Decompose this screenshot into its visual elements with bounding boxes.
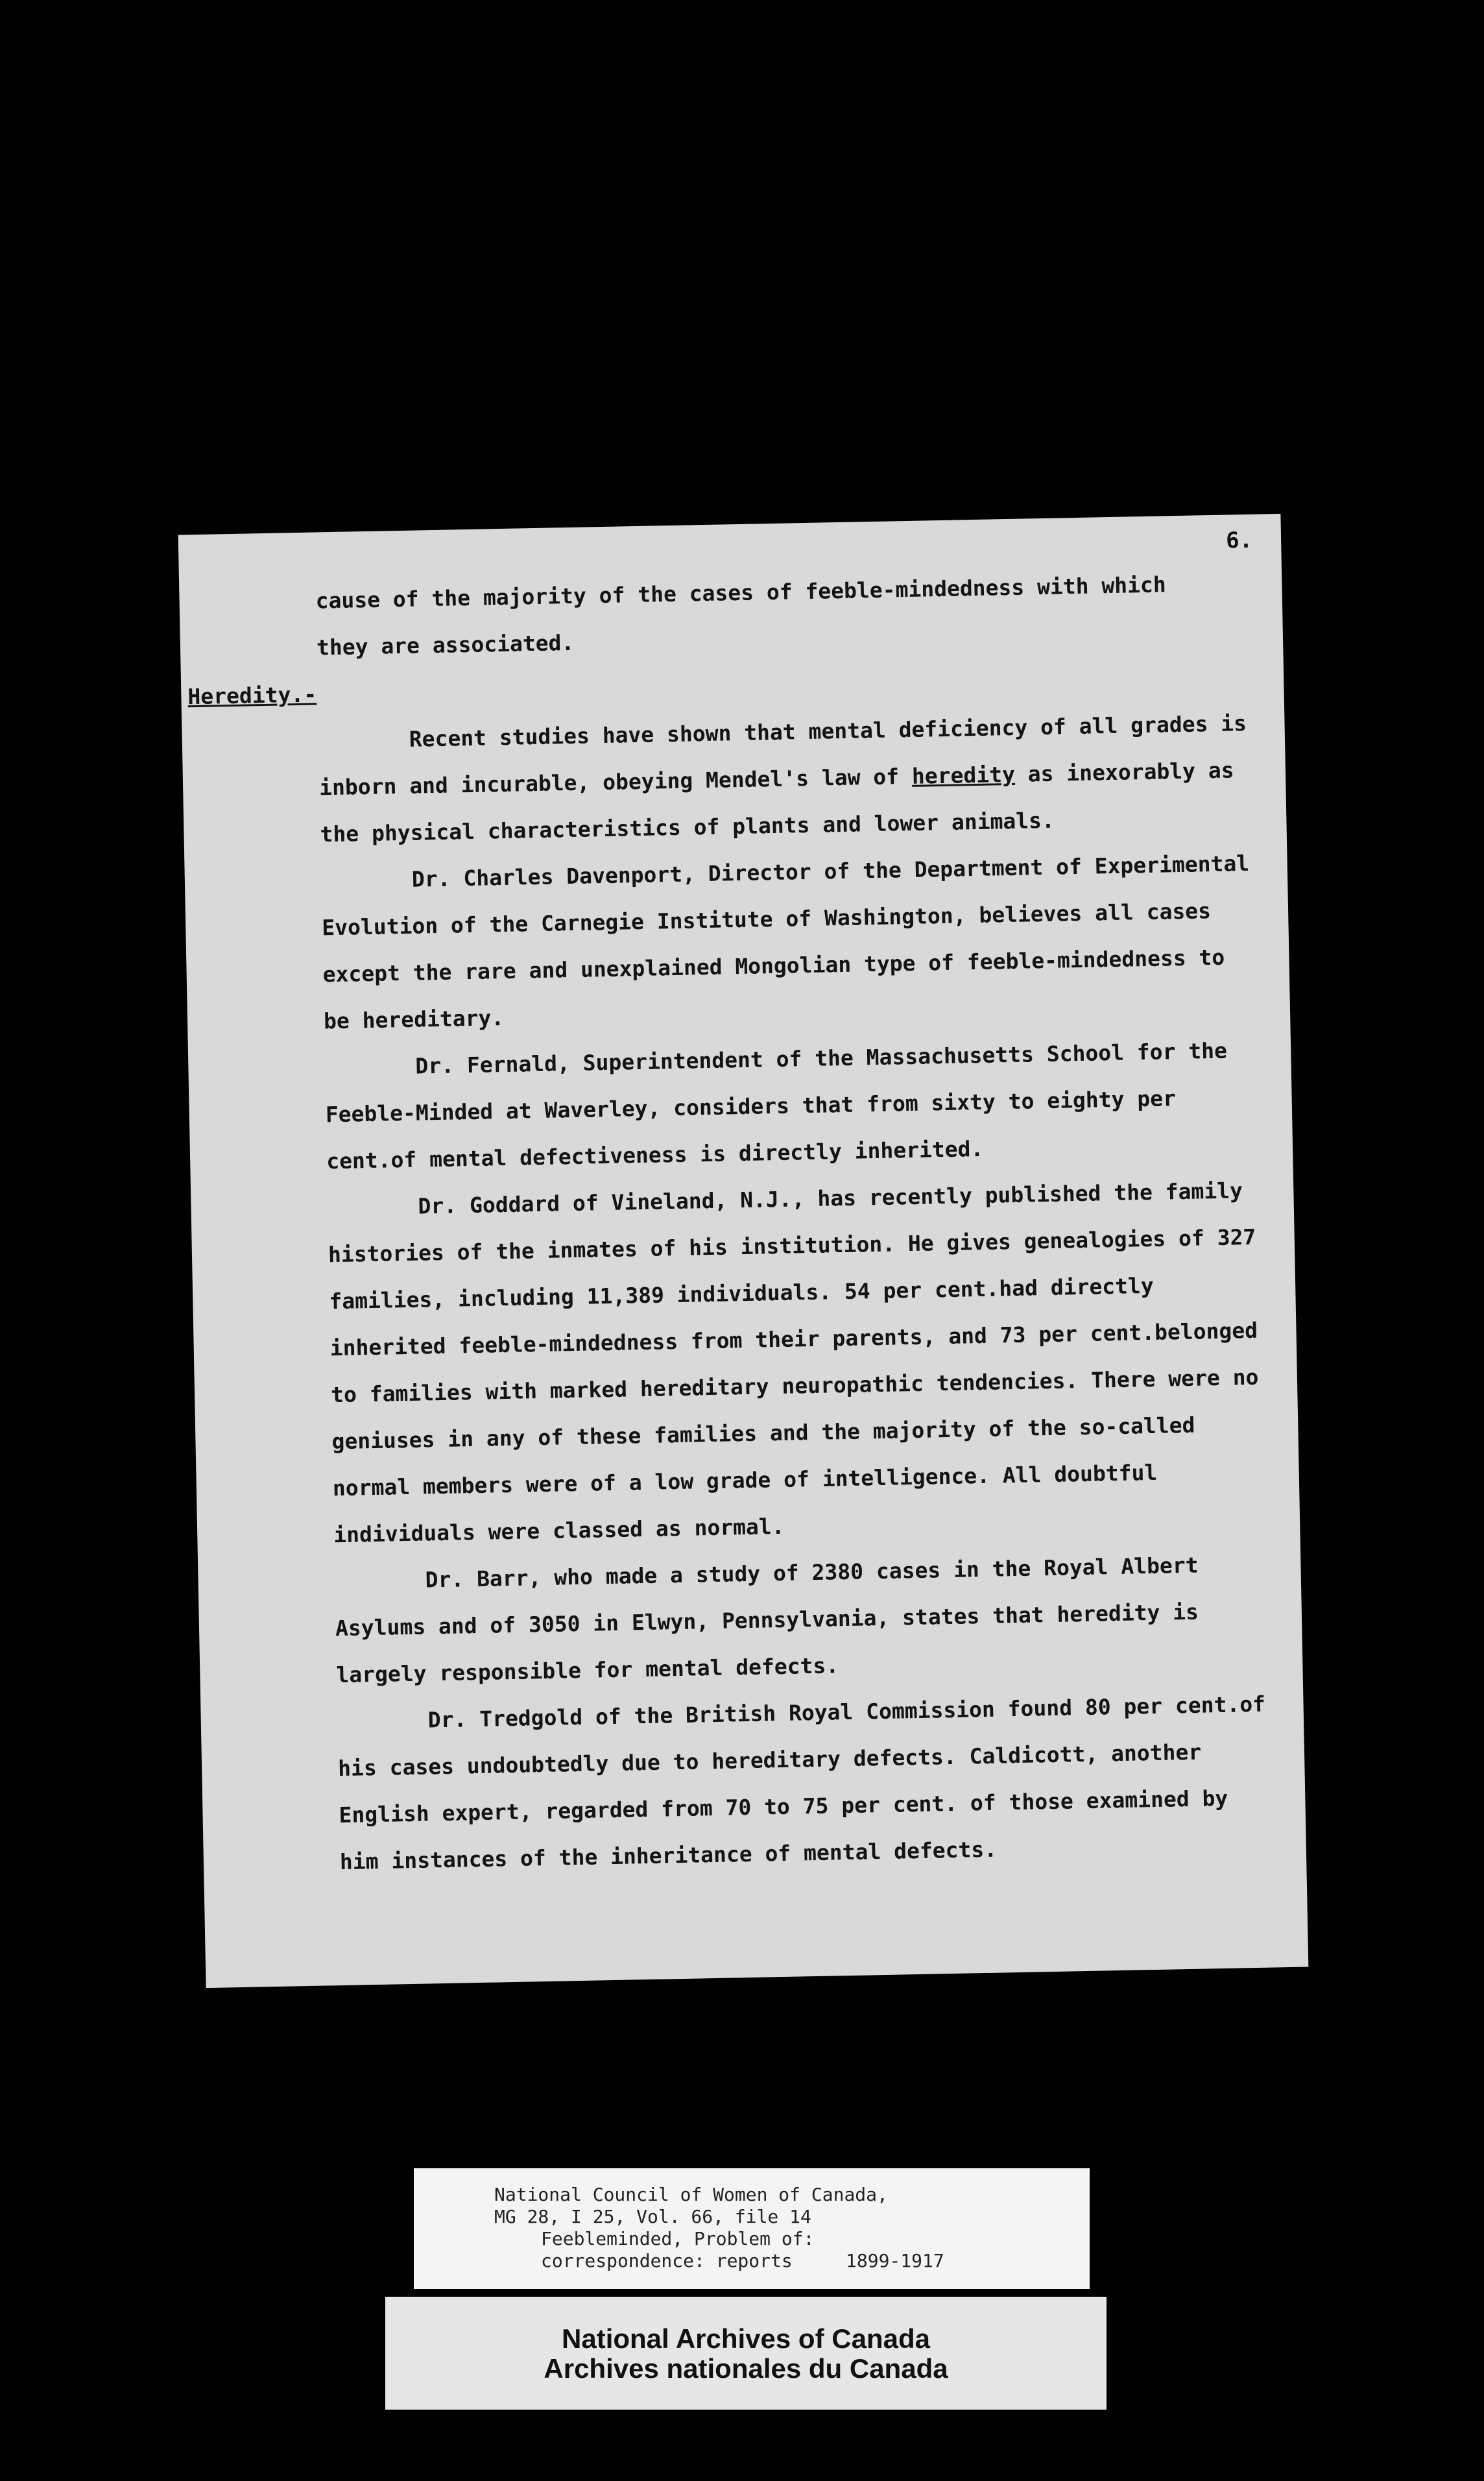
reference-years: 1899-1917 (846, 2250, 944, 2271)
document-page (178, 514, 1309, 1988)
paragraph-3: Dr. Fernald, Superintendent of the Massachusetts School for the Feeble-Minded at Waverley, considers that from sixty to eighty per cent.of mental defectiveness is directly inherited. (325, 1037, 1228, 1174)
paragraph-1-tail: as inexorably as the physical characteristics of plants and lower animals. (320, 757, 1234, 847)
paragraph-2: Dr. Charles Davenport, Director of the Department of Experimental Evolution of the Carnegie Institute of Washington, believes all cases except the rare and unexplained Mongolian type of feeble-mindedness to be hereditary. (321, 850, 1250, 1034)
continuation-line-1: cause of the majority of the cases of feeble-mindedness with which (315, 572, 1167, 614)
paragraph-6: Dr. Tredgold of the British Royal Commission found 80 per cent.of his cases undoubtedly due to hereditary defects. Caldicott, another English expert, regarded from 70 to 75 per cent. of those examined by him instances of the inheritance of mental defects. (337, 1691, 1266, 1875)
paragraph-4: Dr. Goddard of Vineland, N.J., has recently published the family histories of the inmates of his institution. He gives genealogies of 327 families, including 11,389 individuals. 54 per cent.had directly inherited feeble-mindedness from their parents, and 73 per cent.belonged to families with marked hereditary neuropathic tendencies. There were no geniuses in any of these families and the majority of the so-called normal members were of a low grade of intelligence. All doubtful individuals were classed as normal. (328, 1178, 1259, 1548)
section-heading: Heredity.- (187, 681, 317, 710)
archive-label (385, 2297, 1107, 2410)
reference-label (414, 2168, 1090, 2289)
paragraph-1-lead: Recent studies have shown that mental deficiency of all grades is inborn and incurable, obeying Mendel's law of (318, 710, 1247, 801)
continuation-line-2: they are associated. (316, 629, 575, 660)
reference-line-2: MG 28, I 25, Vol. 66, file 14 (494, 2206, 811, 2227)
paragraph-1 (318, 700, 1254, 858)
archive-name-english: National Archives of Canada (562, 2323, 930, 2354)
paragraph-5: Dr. Barr, who made a study of 2380 cases in the Royal Albert Asylums and of 3050 in Elwyn, Pennsylvania, states that heredity is largely responsible for mental defects. (335, 1552, 1199, 1688)
archive-name-french: Archives nationales du Canada (544, 2353, 948, 2384)
reference-line-4: correspondence: reports (541, 2250, 793, 2271)
page-number: 6. (1225, 527, 1253, 554)
paragraph-1-underlined: heredity (911, 761, 1016, 789)
reference-line-3: Feebleminded, Problem of: (541, 2228, 815, 2249)
document-body (187, 560, 1274, 1886)
reference-line-1: National Council of Women of Canada, (494, 2184, 888, 2205)
